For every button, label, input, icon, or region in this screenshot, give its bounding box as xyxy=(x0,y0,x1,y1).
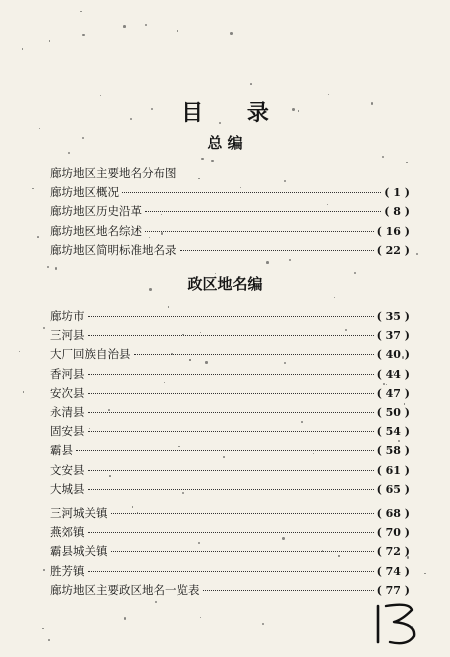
toc-entry-page: ( 22 ) xyxy=(376,243,410,257)
toc-entry-page: ( 72 ) xyxy=(376,545,410,559)
toc-entry xyxy=(50,582,410,601)
section-title-general: 总 编 xyxy=(207,134,243,152)
toc-entry xyxy=(50,442,410,461)
toc-entry-page: ( 68 ) xyxy=(376,507,410,520)
dot-leader xyxy=(88,532,374,533)
section-title-administrative: 政区地名编 xyxy=(187,275,263,293)
toc-entry-name: 廊坊市 xyxy=(50,309,85,323)
scan-speck xyxy=(49,40,51,42)
dot-leader xyxy=(203,590,374,591)
scan-speck xyxy=(123,25,126,28)
toc-entry-name: 霸县 xyxy=(50,443,73,458)
toc-entry xyxy=(50,385,410,404)
dot-leader xyxy=(122,192,381,193)
scan-speck xyxy=(334,297,335,298)
toc-entry xyxy=(50,481,410,500)
scan-speck xyxy=(211,160,214,163)
toc-list-towns xyxy=(50,505,410,601)
scan-speck xyxy=(266,261,269,264)
toc-entry-page: ( 37 ) xyxy=(376,329,410,343)
dot-leader xyxy=(88,393,374,394)
toc-entry-name: 廊坊地区概况 xyxy=(50,185,119,200)
scan-speck xyxy=(23,391,25,393)
toc-entry xyxy=(50,505,410,524)
scan-speck xyxy=(19,351,20,352)
toc-entry-name: 廊坊地区主要政区地名一览表 xyxy=(50,582,200,597)
scan-speck xyxy=(43,569,45,571)
toc-entry-name: 安次县 xyxy=(50,385,85,400)
toc-entry-page: ( 1 ) xyxy=(384,186,410,200)
dot-leader xyxy=(111,513,374,514)
toc-entry-name: 廊坊地区地名综述 xyxy=(50,223,142,238)
toc-list-administrative xyxy=(50,308,410,500)
dot-leader xyxy=(88,335,374,336)
dot-leader xyxy=(134,354,374,355)
scan-speck xyxy=(43,327,45,329)
toc-entry xyxy=(50,308,410,327)
toc-entry xyxy=(50,184,410,203)
dot-leader xyxy=(88,316,374,317)
toc-entry xyxy=(50,462,410,481)
scan-speck xyxy=(145,24,147,26)
toc-entry-name: 香河县 xyxy=(50,366,85,381)
dot-leader xyxy=(180,250,374,251)
toc-entry xyxy=(50,165,410,184)
toc-entry-page: ( 16 ) xyxy=(376,224,410,238)
toc-entry-page: ( 54 ) xyxy=(376,425,410,439)
toc-entry-page: ( 61 ) xyxy=(376,463,410,477)
toc-entry xyxy=(50,223,410,242)
toc-entry-page: ( 65 ) xyxy=(376,482,410,496)
scan-speck xyxy=(416,253,419,256)
dot-leader xyxy=(145,231,374,232)
toc-entry-page: ( 58 ) xyxy=(376,444,410,458)
scan-speck xyxy=(200,617,201,618)
scan-speck xyxy=(39,128,40,129)
dot-leader xyxy=(88,470,374,471)
scan-speck xyxy=(32,188,34,190)
scan-speck xyxy=(177,30,178,31)
dot-leader xyxy=(88,571,374,572)
scan-speck xyxy=(230,32,233,35)
toc-entry-page: ( 50 ) xyxy=(376,405,410,419)
scan-speck xyxy=(382,156,384,158)
toc-entry-page: ( 47 ) xyxy=(376,386,410,400)
toc-entry xyxy=(50,524,410,543)
toc-entry xyxy=(50,404,410,423)
scan-speck xyxy=(48,639,50,641)
scan-speck xyxy=(155,601,157,603)
toc-entry-page: ( 35 ) xyxy=(376,310,410,323)
dot-leader xyxy=(88,374,374,375)
toc-entry-name: 胜芳镇 xyxy=(50,563,85,578)
toc-entry xyxy=(50,423,410,442)
toc-entry-name: 三河县 xyxy=(50,328,85,343)
toc-entry-name: 燕郊镇 xyxy=(50,525,85,540)
page-title: 目 录 xyxy=(181,100,287,126)
scan-speck xyxy=(406,162,407,163)
scan-speck xyxy=(82,34,84,36)
toc-entry xyxy=(50,242,410,261)
toc-entry xyxy=(50,563,410,582)
scan-speck xyxy=(55,267,58,270)
scan-speck xyxy=(262,623,264,625)
toc-entry xyxy=(50,203,410,222)
toc-entry-name: 廊坊地区简明标准地名录 xyxy=(50,242,177,257)
toc-entry-name: 霸县城关镇 xyxy=(50,544,108,559)
scan-speck xyxy=(124,617,126,619)
scan-speck xyxy=(47,266,49,268)
scan-speck xyxy=(22,48,24,50)
dot-leader xyxy=(88,412,374,413)
toc-entry xyxy=(50,327,410,346)
toc-entry-page: ( 74 ) xyxy=(376,564,410,578)
toc-entry xyxy=(50,543,410,562)
scan-speck xyxy=(42,628,44,630)
toc-entry-name: 大厂回族自治县 xyxy=(50,347,131,362)
dot-leader xyxy=(76,450,374,451)
scan-speck xyxy=(80,11,81,12)
scan-speck xyxy=(201,158,204,161)
toc-entry-name: 固安县 xyxy=(50,424,85,439)
scan-speck xyxy=(328,94,329,95)
dot-leader xyxy=(88,489,374,490)
toc-entry-name: 文安县 xyxy=(50,462,85,477)
scan-speck xyxy=(37,236,39,238)
toc-entry-page: ( 44 ) xyxy=(376,367,410,381)
toc-entry-page: ( 70 ) xyxy=(376,526,410,540)
toc-entry-name: 廊坊地区历史沿革 xyxy=(50,204,142,219)
dot-leader xyxy=(111,551,374,552)
toc-entry-name: 大城县 xyxy=(50,481,85,496)
dot-leader xyxy=(88,431,374,432)
dot-leader xyxy=(145,211,381,212)
toc-entry-page: ( 40 ) xyxy=(376,348,410,362)
toc-entry-name: 三河城关镇 xyxy=(50,506,108,520)
toc-list-general xyxy=(50,165,410,261)
scan-speck xyxy=(250,83,252,85)
toc-entry-page: ( 77 ) xyxy=(376,583,410,597)
toc-entry-name: 永清县 xyxy=(50,404,85,419)
toc-entry xyxy=(50,346,410,365)
toc-entry xyxy=(50,366,410,385)
toc-entry-name: 廊坊地区主要地名分布图 xyxy=(50,166,177,180)
toc-entry-page: ( 8 ) xyxy=(384,205,410,219)
scan-speck xyxy=(424,573,426,575)
handwritten-page-number xyxy=(372,598,422,648)
